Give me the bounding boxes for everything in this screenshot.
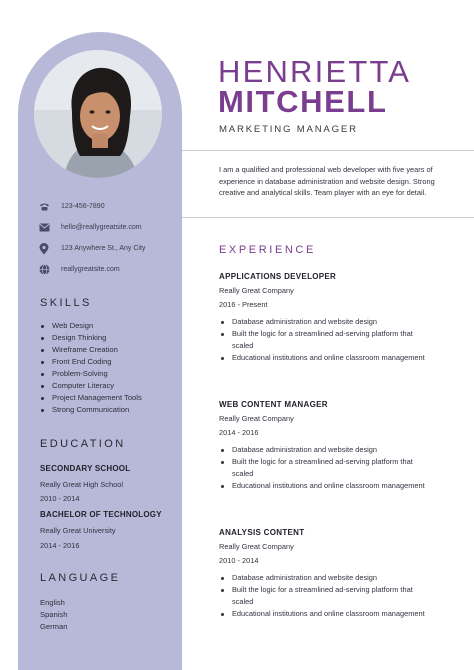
experience-years: 2014 - 2016 (219, 428, 259, 437)
list-item: Database administration and website design (219, 444, 433, 456)
list-item: Built the logic for a streamlined ad-serving platform that scaled (219, 584, 433, 608)
skills-heading: SKILLS (40, 297, 92, 309)
contact-address (38, 238, 178, 259)
contact-address-text: 123 Anywhere St., Any City (61, 245, 146, 252)
experience-entry (219, 400, 459, 492)
experience-company: Really Great Company (219, 414, 294, 423)
experience-bullets (219, 572, 459, 620)
experience-bullets (219, 444, 459, 492)
job-title: MARKETING MANAGER (219, 124, 358, 135)
experience-title: ANALYSIS CONTENT (219, 528, 305, 537)
experience-entry (219, 272, 459, 364)
list-item: Computer Literacy (40, 380, 142, 392)
skills-list (40, 320, 142, 416)
language-item: Spanish (40, 610, 68, 619)
language-item: German (40, 622, 68, 631)
list-item: Design Thinking (40, 332, 142, 344)
experience-bullets (219, 316, 459, 364)
location-icon (38, 243, 50, 255)
list-item: Built the logic for a streamlined ad-serving platform that scaled (219, 456, 433, 480)
list-item: Educational institutions and online classroom management (219, 608, 433, 620)
list-item: Database administration and website design (219, 572, 433, 584)
email-icon (38, 222, 50, 234)
contact-phone-text: 123-456-7890 (61, 203, 105, 210)
divider (182, 217, 474, 218)
phone-icon (38, 201, 50, 213)
education-degree: SECONDARY SCHOOL (40, 464, 131, 473)
education-degree: BACHELOR OF TECHNOLOGY (40, 510, 162, 519)
experience-entry (219, 528, 459, 620)
experience-title: APPLICATIONS DEVELOPER (219, 272, 337, 281)
education-heading: EDUCATION (40, 438, 126, 450)
experience-years: 2016 - Present (219, 300, 268, 309)
about-text: I am a qualified and professional web developer with five years of experience in database administration and website design. Strong creative and analytical skills. Team player with an eye for detail. (219, 165, 435, 198)
divider (182, 150, 474, 151)
contact-website-text: reallygreatsite.com (61, 266, 120, 273)
experience-title: WEB CONTENT MANAGER (219, 400, 328, 409)
contact-website (38, 259, 178, 280)
contact-list (38, 196, 178, 280)
last-name: MITCHELL (218, 84, 388, 119)
language-item: English (40, 598, 65, 607)
contact-email-text: hello@reallygreatsite.com (61, 224, 142, 231)
experience-heading: EXPERIENCE (219, 244, 316, 256)
list-item: Strong Communication (40, 404, 142, 416)
list-item: Problem-Solving (40, 368, 142, 380)
list-item: Database administration and website design (219, 316, 433, 328)
education-years: 2010 - 2014 (40, 494, 80, 503)
list-item: Project Management Tools (40, 392, 142, 404)
education-school: Really Great University (40, 526, 116, 535)
list-item: Educational institutions and online classroom management (219, 352, 433, 364)
contact-email (38, 217, 178, 238)
contact-phone (38, 196, 178, 217)
first-name: HENRIETTA (218, 54, 412, 89)
globe-icon (38, 264, 50, 276)
language-heading: LANGUAGE (40, 572, 121, 584)
list-item: Web Design (40, 320, 142, 332)
experience-years: 2010 - 2014 (219, 556, 259, 565)
list-item: Wireframe Creation (40, 344, 142, 356)
experience-company: Really Great Company (219, 542, 294, 551)
profile-photo (34, 50, 162, 178)
education-school: Really Great High School (40, 480, 123, 489)
list-item: Built the logic for a streamlined ad-serving platform that scaled (219, 328, 433, 352)
list-item: Educational institutions and online classroom management (219, 480, 433, 492)
list-item: Front End Coding (40, 356, 142, 368)
education-years: 2014 - 2016 (40, 541, 80, 550)
experience-company: Really Great Company (219, 286, 294, 295)
